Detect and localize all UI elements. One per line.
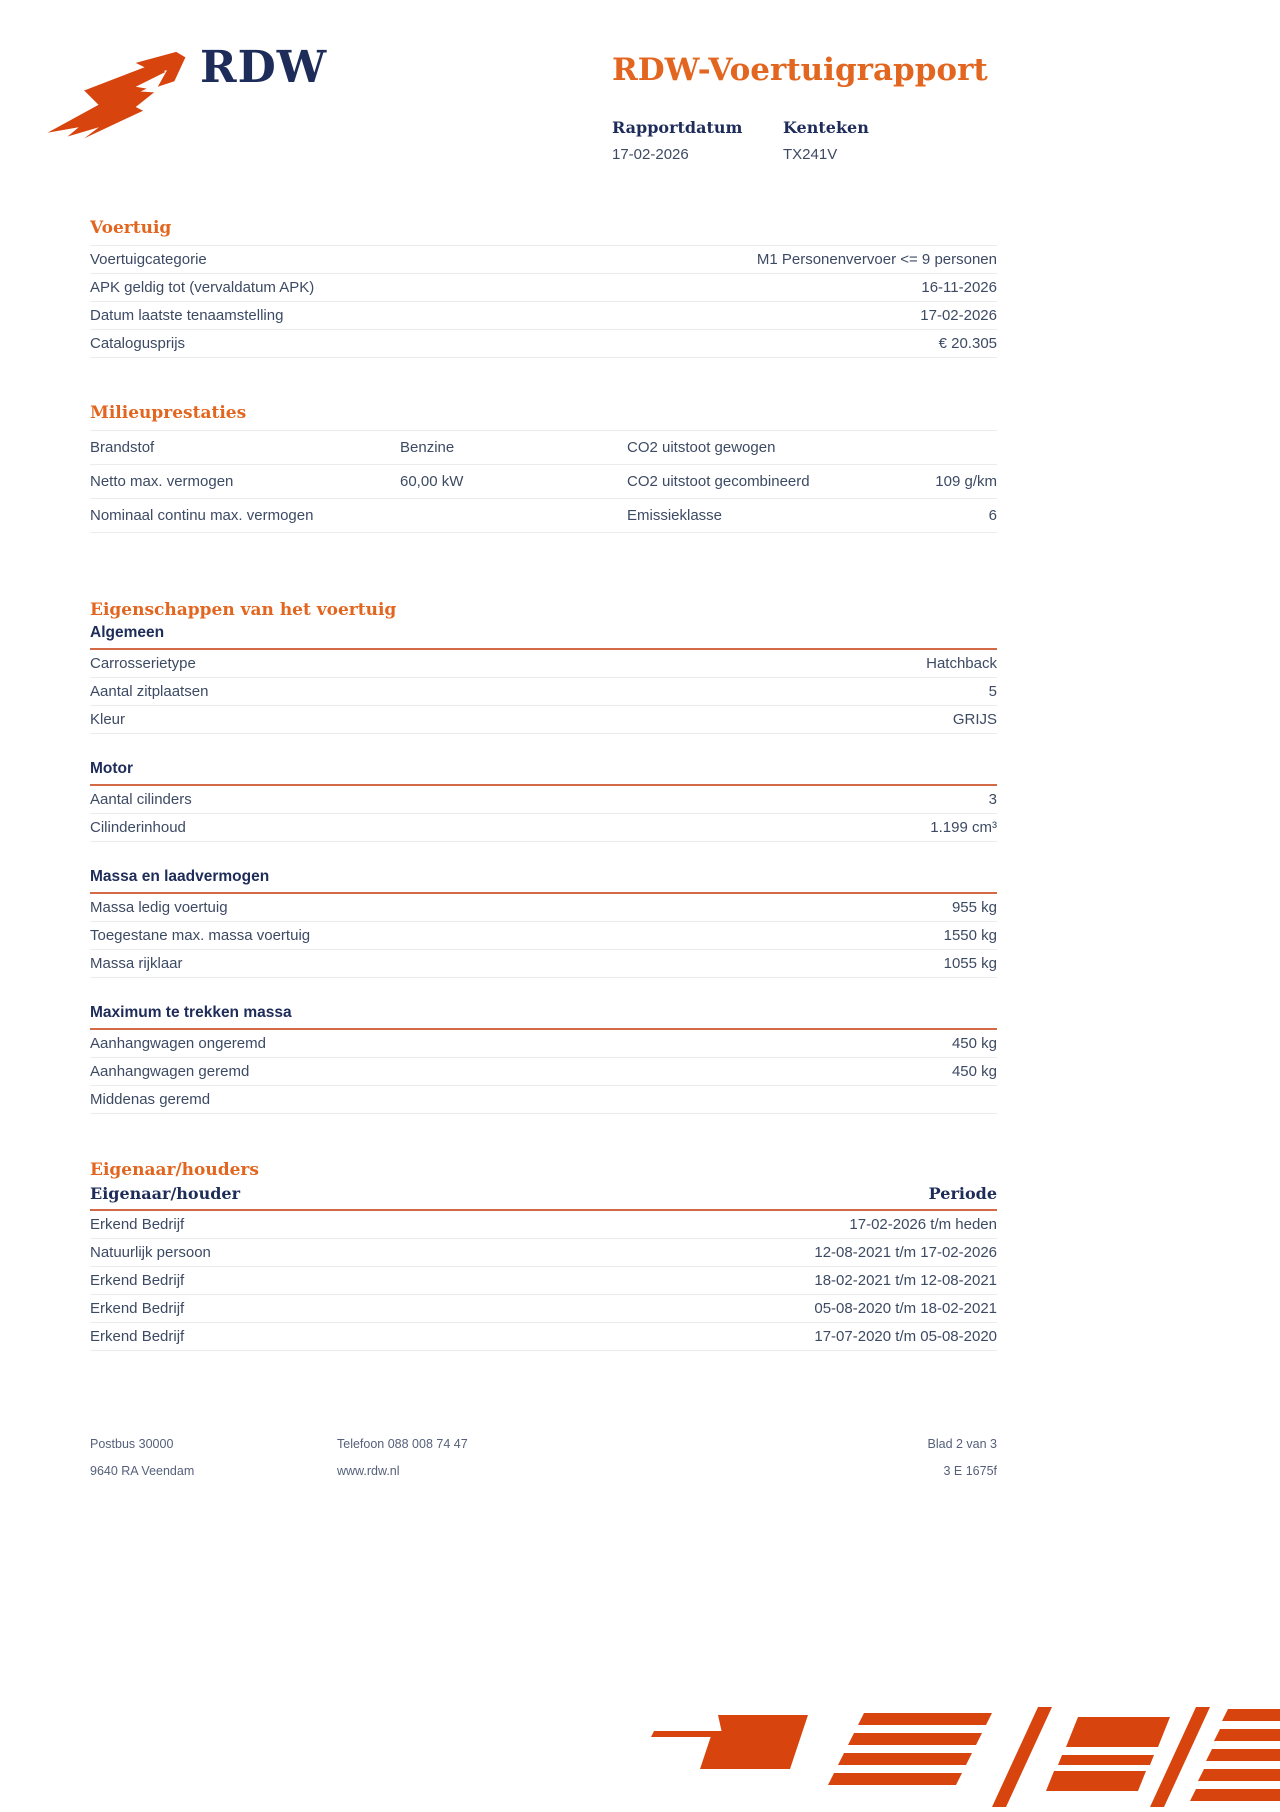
table-row <box>90 274 997 302</box>
period-column-header: Periode <box>928 1184 997 1203</box>
row-label-left: Netto max. vermogen <box>90 473 234 490</box>
table-row <box>90 1211 997 1239</box>
owner-period: 12-08-2021 t/m 17-02-2026 <box>814 1244 997 1261</box>
row-label-right: Emissieklasse <box>627 507 723 524</box>
owner-period: 18-02-2021 t/m 12-08-2021 <box>814 1272 997 1289</box>
owners-table <box>90 1211 997 1351</box>
row-value: 450 kg <box>951 1063 997 1080</box>
section-milieuprestaties <box>90 403 997 533</box>
row-value-left: Benzine <box>400 439 455 456</box>
subsection-massa-laadvermogen <box>90 868 997 978</box>
voertuig-table <box>90 245 997 358</box>
table-row <box>90 894 997 922</box>
owner-name: Erkend Bedrijf <box>90 1216 185 1233</box>
table-row <box>90 922 997 950</box>
row-label: Catalogusprijs <box>90 335 186 352</box>
table-row <box>90 302 997 330</box>
table-row <box>90 1239 997 1267</box>
section-title-milieuprestaties: Milieuprestaties <box>90 403 247 423</box>
row-value: 17-02-2026 <box>920 307 997 324</box>
subsection-motor <box>90 760 997 842</box>
row-label: Aanhangwagen geremd <box>90 1063 250 1080</box>
row-label: Middenas geremd <box>90 1091 211 1108</box>
row-label: Aanhangwagen ongeremd <box>90 1035 266 1052</box>
footer-address-line2: 9640 RA Veendam <box>90 1464 195 1478</box>
rdw-wing-logo-icon <box>46 50 196 147</box>
report-date-label: Rapportdatum <box>612 118 743 137</box>
table-row <box>90 499 997 533</box>
row-value: 1055 kg <box>943 955 997 972</box>
license-plate-value: TX241V <box>783 146 838 163</box>
table-row <box>90 786 997 814</box>
footer-phone: Telefoon 088 008 74 47 <box>337 1437 468 1451</box>
footer-form-code: 3 E 1675f <box>943 1464 997 1478</box>
table-row <box>90 678 997 706</box>
table-row <box>90 465 997 499</box>
row-label: Massa ledig voertuig <box>90 899 228 916</box>
section-title-eigenaren: Eigenaar/houders <box>90 1160 259 1180</box>
row-value: M1 Personenvervoer <= 9 personen <box>756 251 997 268</box>
row-label: Datum laatste tenaamstelling <box>90 307 284 324</box>
row-value-right: 109 g/km <box>935 473 997 490</box>
subsection-maximum-trekken-massa <box>90 1004 997 1114</box>
table-row <box>90 1086 997 1114</box>
row-value: 1.199 cm³ <box>930 819 997 836</box>
row-label-left: Nominaal continu max. vermogen <box>90 507 314 524</box>
milieuprestaties-table <box>90 430 997 533</box>
page-footer <box>90 1437 997 1478</box>
row-value: 3 <box>988 791 997 808</box>
row-value: 450 kg <box>951 1035 997 1052</box>
rdw-logo-text: RDW <box>200 42 328 93</box>
footer-page-number: Blad 2 van 3 <box>927 1437 997 1451</box>
subsection-title-motor: Motor <box>90 760 997 786</box>
section-eigenschappen <box>90 600 997 1114</box>
rdw-speed-lines-icon <box>640 1707 1280 1812</box>
owner-name: Natuurlijk persoon <box>90 1244 211 1261</box>
row-label: APK geldig tot (vervaldatum APK) <box>90 279 315 296</box>
row-label: Cilinderinhoud <box>90 819 186 836</box>
row-label: Aantal cilinders <box>90 791 192 808</box>
row-label: Toegestane max. massa voertuig <box>90 927 311 944</box>
table-row <box>90 330 997 358</box>
table-row <box>90 814 997 842</box>
row-label: Voertuigcategorie <box>90 251 207 268</box>
table-row <box>90 950 997 978</box>
owner-name: Erkend Bedrijf <box>90 1272 185 1289</box>
owner-period: 17-02-2026 t/m heden <box>849 1216 997 1233</box>
row-value: 5 <box>988 683 997 700</box>
row-label: Kleur <box>90 711 126 728</box>
trekken-massa-table <box>90 1030 997 1114</box>
row-value: Hatchback <box>926 655 997 672</box>
section-eigenaren <box>90 1160 997 1351</box>
subsection-algemeen <box>90 624 997 734</box>
row-label: Massa rijklaar <box>90 955 183 972</box>
row-label: Carrosserietype <box>90 655 196 672</box>
owner-period: 05-08-2020 t/m 18-02-2021 <box>814 1300 997 1317</box>
table-row <box>90 706 997 734</box>
motor-table <box>90 786 997 842</box>
row-label-right: CO2 uitstoot gewogen <box>627 439 776 456</box>
owner-column-header: Eigenaar/houder <box>90 1184 241 1203</box>
table-row <box>90 246 997 274</box>
owner-period: 17-07-2020 t/m 05-08-2020 <box>814 1328 997 1345</box>
page-title: RDW-Voertuigrapport <box>612 52 988 88</box>
subsection-title-algemeen: Algemeen <box>90 624 997 650</box>
table-row <box>90 1295 997 1323</box>
row-value: 1550 kg <box>943 927 997 944</box>
owner-name: Erkend Bedrijf <box>90 1328 185 1345</box>
license-plate-label: Kenteken <box>783 118 869 137</box>
row-value-right: 6 <box>988 507 997 524</box>
subsection-title-massa-laadvermogen: Massa en laadvermogen <box>90 868 997 894</box>
section-voertuig <box>90 218 997 358</box>
row-value-left: 60,00 kW <box>400 473 464 490</box>
row-label-right: CO2 uitstoot gecombineerd <box>627 473 810 490</box>
table-row <box>90 1323 997 1351</box>
footer-website: www.rdw.nl <box>337 1464 400 1478</box>
owner-name: Erkend Bedrijf <box>90 1300 185 1317</box>
row-value: GRIJS <box>952 711 997 728</box>
row-value: 955 kg <box>951 899 997 916</box>
owners-table-header <box>90 1184 997 1211</box>
table-row <box>90 1030 997 1058</box>
section-title-voertuig: Voertuig <box>90 218 172 238</box>
row-value: 16-11-2026 <box>921 279 997 296</box>
subsection-title-maximum-trekken-massa: Maximum te trekken massa <box>90 1004 997 1030</box>
report-date-value: 17-02-2026 <box>612 146 689 163</box>
table-row <box>90 650 997 678</box>
table-row <box>90 1267 997 1295</box>
row-label: Aantal zitplaatsen <box>90 683 209 700</box>
section-title-eigenschappen: Eigenschappen van het voertuig <box>90 600 397 620</box>
table-row <box>90 431 997 465</box>
table-row <box>90 1058 997 1086</box>
massa-table <box>90 894 997 978</box>
footer-address-line1: Postbus 30000 <box>90 1437 174 1451</box>
algemeen-table <box>90 650 997 734</box>
row-value: € 20.305 <box>938 335 997 352</box>
row-label-left: Brandstof <box>90 439 155 456</box>
